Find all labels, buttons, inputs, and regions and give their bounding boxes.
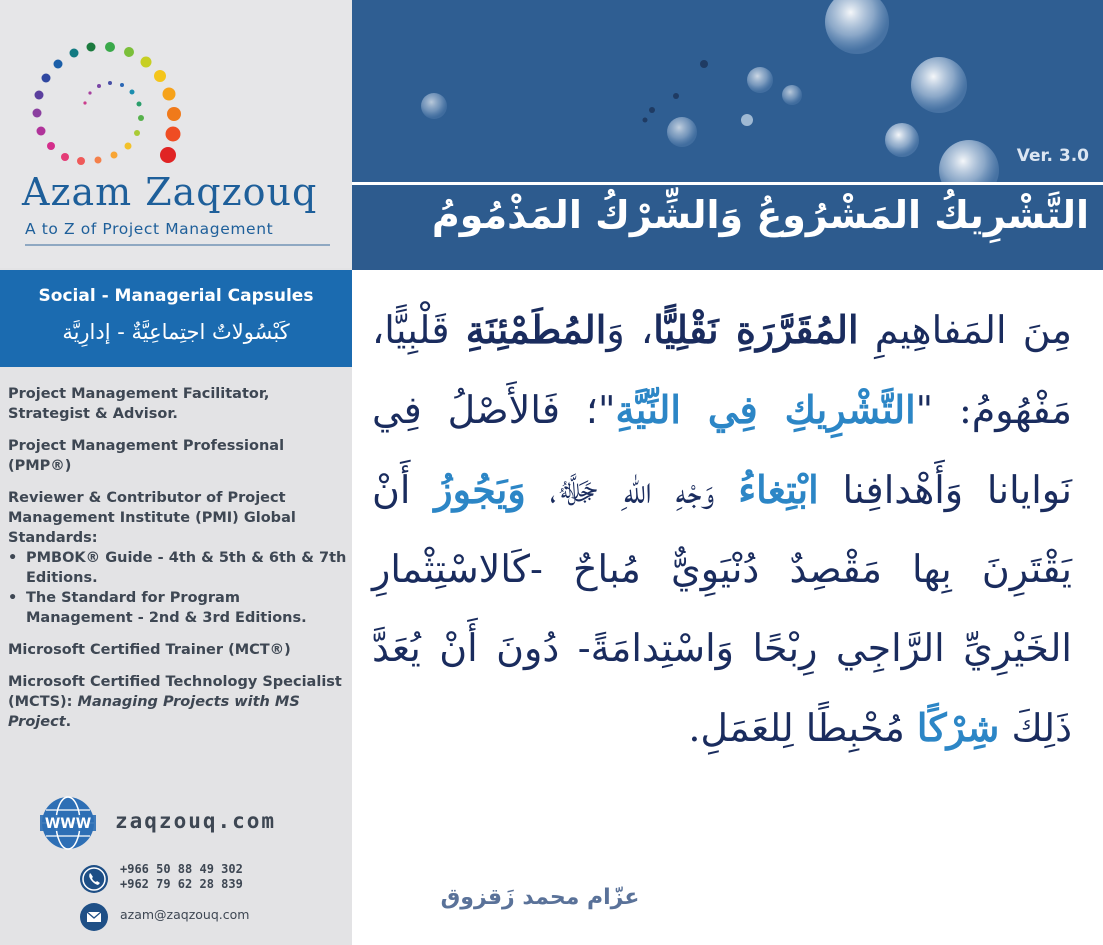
credential-text: Project Management Facilitator, Strategist & Advisor. — [8, 386, 270, 422]
phone-number: +962 79 62 28 839 — [120, 877, 243, 891]
website-row[interactable] — [40, 795, 350, 855]
capsule-title-en: Social - Managerial Capsules — [38, 286, 314, 306]
globe-label: WWW — [44, 816, 92, 832]
credential-item — [8, 436, 348, 476]
credential-text: Microsoft Certified Technology Specialist (MCTS): — [8, 674, 342, 710]
brand-name: Azam Zaqzouq — [22, 170, 318, 214]
credential-bullet: • PMBOK® Guide - 4th & 5th & 6th & 7th Editions. — [8, 548, 348, 588]
text-run-bold: المُقَرَّرَةِ نَقْلِيًّا — [653, 307, 859, 352]
phone-row — [80, 862, 350, 898]
sidebar — [0, 0, 352, 945]
website-link[interactable]: zaqzouq.com — [115, 809, 277, 833]
author-signature: عزّام محمد زَقزوق — [440, 885, 640, 910]
text-run: "؛ فَالأَصْلُ فِي نَوايانا وَأَهْدافِنا — [372, 388, 1073, 512]
credential-text: Microsoft Certified Trainer (MCT®) — [8, 642, 291, 658]
capsule-title-ar: كَبْسُولاتٌ اجتِماعِيَّةٌ - إدارِيَّة — [62, 320, 290, 344]
text-run: قَلْبِيًّا، مَفْهُومُ: " — [372, 308, 1072, 432]
bubbles-decoration-icon — [352, 0, 1103, 182]
text-run: وَجْهِ اللهِ ﷻ، — [525, 468, 739, 512]
credential-item — [8, 640, 348, 660]
main-paragraph — [372, 290, 1072, 768]
phone-icon — [80, 865, 108, 893]
phone-number: +966 50 88 49 302 — [120, 862, 243, 876]
text-run-highlight: شِرْكًا — [916, 705, 1000, 750]
capsule-banner — [0, 270, 352, 367]
text-run-highlight: ابْتِغاءُ — [738, 467, 819, 512]
logo-area — [0, 0, 352, 268]
credential-text: Reviewer & Contributor of Project Management Institute (PMI) Global Standards: — [8, 490, 296, 546]
text-run-bold: المُطَمْئِنَةِ — [465, 307, 607, 352]
credential-item — [8, 384, 348, 424]
text-run: ، وَ — [606, 308, 654, 352]
text-run: أَنْ يَقْتَرِنَ بِها مَقْصِدٌ دُنْيَوِيٌّ مُباحٌ -كَالاسْتِثْمارِ الخَيْرِيِّ الرَّاجِي رِبْحًا وَاسْتِدامَةً- دُونَ أَنْ يُعَدَّ ذَلِكَ — [372, 468, 1072, 750]
credential-bullet: • The Standard for Program Management - 2nd & 3rd Editions. — [8, 588, 348, 628]
text-run: مِنَ المَفاهِيمِ — [858, 308, 1073, 352]
page-title: التَّشْرِيكُ المَشْرُوعُ وَالشِّرْكُ المَذْمُومُ — [431, 193, 1089, 237]
credential-item — [8, 488, 348, 628]
credential-item — [8, 672, 348, 732]
credential-italic: Managing Projects with MS Project — [8, 694, 300, 730]
phone-numbers — [120, 862, 243, 892]
title-bar — [352, 182, 1103, 270]
spiral-dots-logo-icon — [18, 30, 198, 180]
globe-icon — [40, 795, 96, 851]
brand-divider — [25, 244, 330, 246]
email-row[interactable] — [80, 903, 350, 933]
brand-tagline: A to Z of Project Management — [25, 220, 274, 238]
credentials-list — [8, 384, 348, 744]
version-label: Ver. 3.0 — [1016, 146, 1089, 166]
credential-period: . — [65, 714, 72, 730]
text-run-highlight: التَّشْرِيكِ فِي النِّيَّةِ — [615, 387, 916, 432]
header-banner — [352, 0, 1103, 182]
text-run: مُحْبِطًا لِلعَمَلِ. — [688, 706, 917, 750]
credential-text: Project Management Professional (PMP®) — [8, 438, 285, 474]
mail-icon — [80, 903, 108, 931]
email-link[interactable]: azam@zaqzouq.com — [120, 907, 250, 922]
text-run-highlight: وَيَجُوزُ — [434, 467, 526, 512]
